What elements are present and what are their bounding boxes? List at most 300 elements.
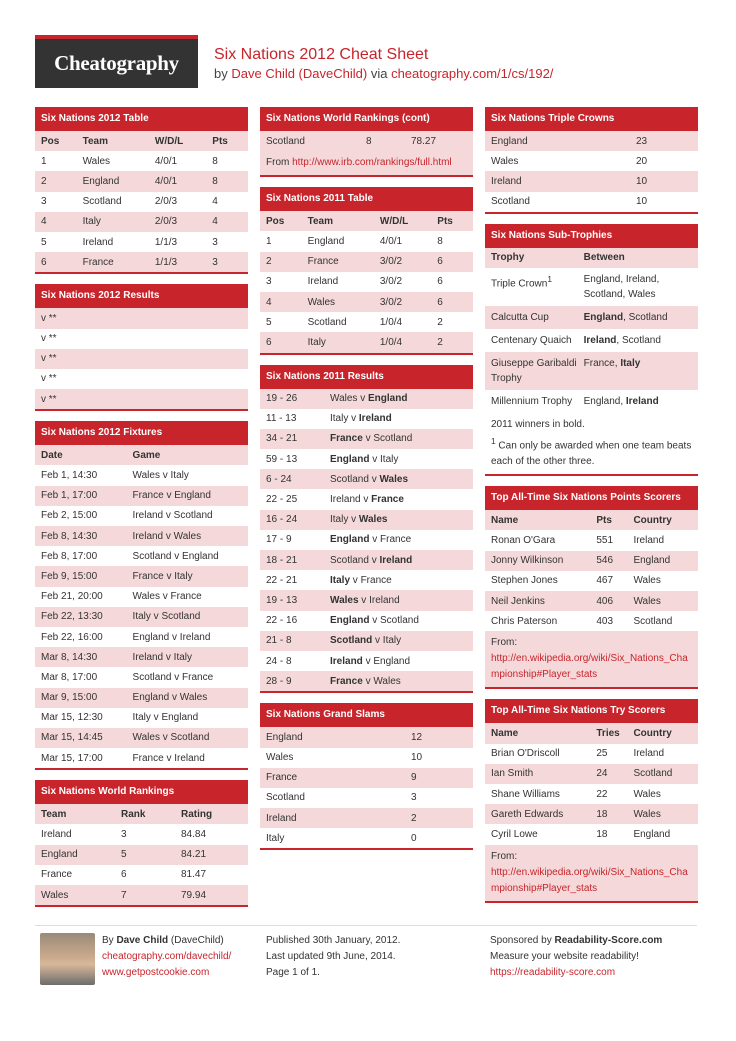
table-row	[35, 566, 248, 586]
table-cell: Ireland	[41, 829, 72, 841]
table-body	[35, 804, 248, 905]
points-scorers-section	[485, 486, 698, 689]
match-cell	[330, 413, 392, 424]
author-profile-link[interactable]: cheatography.com/davechild/	[102, 951, 232, 962]
table-cell: Ronan O'Gara	[491, 535, 556, 547]
away-team: Wales	[373, 675, 401, 687]
table-row	[260, 312, 473, 332]
table-cell: v **	[41, 312, 57, 324]
footnote-marker: 1	[491, 435, 496, 446]
table-cell: Feb 8, 17:00	[41, 550, 98, 562]
table-cell: Scotland	[266, 135, 305, 147]
table-row	[35, 151, 248, 171]
table-row	[485, 306, 698, 329]
versus: v	[362, 675, 374, 687]
table-cell: England	[307, 235, 345, 247]
away-team: Wales	[358, 514, 388, 526]
team-name: , Scotland	[623, 311, 668, 323]
table-cell: 6	[437, 296, 443, 308]
table-row	[35, 389, 248, 409]
table-row	[260, 409, 473, 429]
column-header: Team	[307, 215, 333, 227]
away-team: Scotland	[380, 615, 419, 627]
table-row	[35, 728, 248, 748]
table-cell: France v England	[132, 490, 211, 502]
column-header: Pos	[41, 135, 60, 147]
table-cell: 6	[41, 256, 47, 268]
author-line	[102, 933, 231, 949]
table-cell: Wales v Scotland	[132, 732, 210, 744]
irb-link[interactable]: http://www.irb.com/rankings/full.html	[292, 157, 452, 169]
table-cell: Mar 15, 12:30	[41, 712, 103, 724]
table-cell: 1/0/4	[379, 336, 403, 348]
table-cell: Ireland v Scotland	[132, 510, 213, 522]
table-cell: 1/1/3	[154, 236, 178, 248]
table-cell: 4	[41, 216, 47, 228]
table-row	[35, 546, 248, 566]
table-row	[35, 526, 248, 546]
table-row	[260, 768, 473, 788]
versus: v	[369, 534, 381, 546]
table-cell: 4	[212, 216, 218, 228]
table-header	[485, 248, 698, 268]
section-title: Six Nations 2012 Fixtures	[35, 421, 248, 445]
section-title: Six Nations Grand Slams	[260, 703, 473, 727]
score-cell: 24 - 8	[266, 655, 292, 667]
table-row	[35, 708, 248, 728]
sub-trophies-section	[485, 224, 698, 477]
table-cell: 8	[366, 135, 372, 147]
table-header	[35, 131, 248, 151]
home-team: England	[330, 534, 370, 546]
table-cell: Mar 8, 14:30	[41, 651, 98, 663]
trophy-name: Triple Crown$^1$	[491, 273, 552, 290]
table-cell: Feb 2, 15:00	[41, 510, 98, 522]
table-cell: 2	[41, 175, 47, 187]
footer-dates	[266, 933, 400, 981]
table-cell: Wales	[633, 575, 661, 587]
table-row	[260, 292, 473, 312]
table-cell: Mar 15, 14:45	[41, 732, 103, 744]
away-team: Italy	[382, 635, 402, 647]
trophy-between	[584, 333, 692, 348]
table-body	[485, 131, 698, 212]
author-website-link[interactable]: www.getpostcookie.com	[102, 967, 210, 978]
table-cell: Mar 8, 17:00	[41, 671, 98, 683]
table-cell: France	[266, 772, 298, 784]
table-cell: Scotland	[82, 196, 122, 208]
trophy-between	[584, 394, 692, 409]
table-2012-section	[35, 107, 248, 274]
table-cell: 8	[437, 235, 443, 247]
column-header: Tries	[596, 727, 620, 739]
table-header	[260, 211, 473, 231]
table-cell: Mar 15, 17:00	[41, 752, 103, 764]
table-row	[260, 828, 473, 848]
away-team: Ireland	[369, 594, 400, 606]
footer-sponsor	[490, 933, 662, 981]
away-team: Wales	[379, 473, 409, 485]
table-row	[35, 647, 248, 667]
column-header: Team	[82, 135, 108, 147]
table-cell: 406	[596, 595, 614, 607]
table-row	[260, 252, 473, 272]
try-scorers-section	[485, 699, 698, 902]
table-cell: Feb 1, 14:30	[41, 470, 98, 482]
table-row	[485, 352, 698, 390]
column-2	[260, 107, 473, 860]
table-cell: England	[266, 731, 303, 743]
table-cell: 4/0/1	[154, 155, 178, 167]
table-cell: Feb 9, 15:00	[41, 570, 98, 582]
match-cell	[330, 393, 407, 404]
home-team: Wales	[330, 594, 359, 606]
table-cell: 18	[596, 808, 608, 820]
section-title: Six Nations 2011 Table	[260, 187, 473, 211]
section-title: Six Nations World Rankings (cont)	[260, 107, 473, 131]
note-triple-crown	[491, 433, 692, 470]
table-cell: France v Italy	[132, 570, 193, 582]
table-row	[35, 465, 248, 485]
footer	[35, 925, 697, 995]
table-header	[485, 723, 698, 743]
column-header: Country	[633, 514, 672, 526]
via-label: via	[370, 66, 388, 81]
match-cell	[330, 615, 419, 626]
home-team: Italy	[330, 574, 351, 586]
sponsor-tagline: Measure your website readability!	[490, 951, 639, 962]
table-row	[35, 506, 248, 526]
table-cell: 403	[596, 615, 614, 627]
table-cell: 79.94	[181, 889, 207, 901]
column-header: W/D/L	[154, 135, 184, 147]
table-row	[260, 671, 473, 691]
table-cell: England v Wales	[132, 692, 208, 704]
sponsor-link[interactable]: https://readability-score.com	[490, 967, 616, 978]
table-cell: 3/0/2	[379, 276, 403, 288]
table-cell: England	[491, 135, 528, 147]
match-cell	[330, 676, 401, 687]
team-name: France,	[583, 357, 621, 369]
author-name: Dave Child	[116, 935, 169, 946]
sheet-url-link[interactable]: cheatography.com/1/cs/192/	[391, 66, 554, 81]
page-number: Page 1 of 1.	[266, 967, 320, 978]
column-1	[35, 107, 248, 917]
table-cell: 5	[266, 316, 272, 328]
table-cell: 5	[121, 849, 127, 861]
table-body	[260, 389, 473, 692]
match-cell	[330, 433, 412, 444]
column-header: Pos	[266, 215, 285, 227]
table-cell: Wales	[491, 155, 519, 167]
versus: v	[368, 554, 380, 566]
table-cell: 2	[266, 256, 272, 268]
table-body	[485, 248, 698, 413]
table-cell: 551	[596, 535, 614, 547]
match-cell	[330, 514, 387, 525]
match-cell	[330, 595, 400, 606]
table-cell: 78.27	[411, 135, 437, 147]
table-row	[35, 627, 248, 647]
table-body	[260, 727, 473, 848]
trophy-name: Calcutta Cup	[491, 311, 549, 323]
table-cell: Wales	[633, 595, 661, 607]
table-row	[485, 591, 698, 611]
results-2011-section	[260, 365, 473, 694]
table-cell: 2/0/3	[154, 196, 178, 208]
cheatography-logo[interactable]: Cheatography	[35, 35, 198, 88]
table-row	[260, 748, 473, 768]
away-team: Scotland	[373, 433, 413, 445]
table-cell: Chris Paterson	[491, 615, 558, 627]
table-cell: Scotland v France	[132, 671, 214, 683]
table-cell: 8	[212, 175, 218, 187]
table-row	[485, 764, 698, 784]
score-cell: 6 - 24	[266, 473, 292, 485]
table-row	[35, 748, 248, 768]
table-cell: Italy	[266, 832, 285, 844]
from-label: From	[266, 157, 290, 169]
table-body	[35, 131, 248, 272]
table-cell: Feb 22, 16:00	[41, 631, 103, 643]
team-name: England	[583, 311, 624, 323]
table-row	[260, 570, 473, 590]
versus: v	[350, 574, 361, 586]
column-header: Name	[491, 727, 519, 739]
table-row	[260, 489, 473, 509]
table-cell: 84.84	[181, 829, 207, 841]
score-cell: 19 - 26	[266, 393, 298, 405]
table-row	[35, 845, 248, 865]
column-header: Game	[132, 449, 161, 461]
table-cell: Ireland	[266, 812, 297, 824]
table-cell: Neil Jenkins	[491, 595, 545, 607]
by-label: by	[214, 66, 228, 81]
table-cell: Italy	[82, 216, 101, 228]
versus: v	[368, 473, 380, 485]
table-header	[35, 445, 248, 465]
trophy-between	[584, 310, 692, 325]
table-cell: France	[41, 869, 73, 881]
wikipedia-link[interactable]: http://en.wikipedia.org/wiki/Six_Nations_Championship#Player_stats	[491, 866, 688, 894]
table-cell: Ireland	[633, 748, 665, 760]
byline	[214, 66, 553, 81]
section-title: Six Nations World Rankings	[35, 780, 248, 804]
winners-note	[485, 413, 698, 474]
table-cell: 467	[596, 575, 614, 587]
table-cell: 2/0/3	[154, 216, 178, 228]
home-team: Wales	[330, 393, 358, 405]
table-header	[35, 804, 248, 824]
table-cell: 10	[636, 175, 648, 187]
table-cell: 9	[411, 772, 417, 784]
table-cell: England	[82, 175, 120, 187]
column-header: Name	[491, 514, 519, 526]
column-header: Trophy	[491, 252, 525, 264]
table-cell: 5	[41, 236, 47, 248]
table-cell: England	[633, 828, 671, 840]
table-row	[485, 571, 698, 591]
page-title: Six Nations 2012 Cheat Sheet	[214, 46, 429, 63]
table-row	[485, 804, 698, 824]
score-cell: 18 - 21	[266, 554, 298, 566]
table-row	[260, 389, 473, 409]
section-title: Six Nations 2012 Table	[35, 107, 248, 131]
sponsored-label: Sponsored by	[490, 935, 552, 946]
table-cell: Wales	[307, 296, 336, 308]
table-row	[35, 252, 248, 272]
world-rankings-section	[35, 780, 248, 907]
table-cell: v **	[41, 373, 57, 385]
versus: v	[362, 433, 374, 445]
fixtures-2012-section	[35, 421, 248, 770]
score-cell: 19 - 13	[266, 594, 298, 606]
table-row	[35, 486, 248, 506]
table-cell: Stephen Jones	[491, 575, 558, 587]
author-avatar[interactable]	[40, 933, 95, 985]
table-row	[260, 788, 473, 808]
team-name: England,	[583, 395, 626, 407]
sponsor-line	[490, 933, 662, 949]
table-cell: France	[307, 256, 339, 268]
table-cell: Scotland	[491, 196, 530, 208]
score-cell: 22 - 16	[266, 615, 298, 627]
match-cell	[330, 534, 411, 545]
match-cell	[330, 454, 398, 465]
table-cell: 12	[411, 731, 423, 743]
section-title: Top All-Time Six Nations Points Scorers	[485, 486, 698, 510]
table-row	[485, 530, 698, 550]
versus: v	[362, 655, 374, 667]
column-header: Rating	[181, 808, 213, 820]
from-label: From:	[491, 637, 518, 649]
table-cell: Scotland	[307, 316, 347, 328]
trophy-between	[584, 356, 692, 371]
table-cell: 1/0/4	[379, 316, 403, 328]
table-header	[485, 510, 698, 530]
trophy-between	[584, 272, 692, 302]
table-row	[35, 171, 248, 191]
table-cell: Mar 9, 15:00	[41, 692, 98, 704]
match-cell	[330, 474, 408, 485]
table-cell: Wales	[633, 788, 661, 800]
note-bold-winners: 2011 winners in bold.	[491, 418, 585, 430]
home-team: France	[330, 433, 363, 445]
table-row	[35, 824, 248, 844]
triple-crowns-section	[485, 107, 698, 214]
column-header: Pts	[212, 135, 228, 147]
match-cell	[330, 656, 410, 667]
table-cell: Gareth Edwards	[491, 808, 564, 820]
away-team: France	[360, 574, 392, 586]
score-cell: 59 - 13	[266, 453, 298, 465]
table-row	[260, 808, 473, 828]
footnote-marker: 1	[547, 273, 552, 284]
table-cell: v **	[41, 333, 57, 345]
score-cell: 28 - 9	[266, 675, 292, 687]
table-row	[35, 329, 248, 349]
table-row	[485, 744, 698, 764]
table-cell: 10	[636, 196, 648, 208]
score-cell: 16 - 24	[266, 514, 298, 526]
table-cell: Wales v Italy	[132, 470, 189, 482]
grand-slams-section	[260, 703, 473, 850]
table-cell: 6	[437, 276, 443, 288]
author-link[interactable]: Dave Child (DaveChild)	[231, 66, 368, 81]
updated-date: Last updated 9th June, 2014.	[266, 951, 396, 962]
score-cell: 17 - 9	[266, 534, 292, 546]
column-header: Between	[583, 252, 625, 264]
table-row	[260, 272, 473, 292]
table-cell: Italy v England	[132, 712, 199, 724]
away-team: Italy	[380, 453, 399, 465]
table-cell: Shane Williams	[491, 788, 560, 800]
table-cell: Wales	[41, 889, 69, 901]
table-cell: Feb 22, 13:30	[41, 611, 103, 623]
away-team: England	[367, 393, 408, 405]
trophy-name: Centenary Quaich	[491, 334, 572, 346]
table-cell: 23	[636, 135, 648, 147]
home-team: Scotland	[330, 635, 373, 647]
table-cell: v **	[41, 393, 57, 405]
score-cell: 22 - 25	[266, 494, 298, 506]
table-cell: Scotland	[266, 792, 305, 804]
table-row	[260, 651, 473, 671]
table-cell: Feb 8, 14:30	[41, 530, 98, 542]
table-cell: 6	[437, 256, 443, 268]
table-cell: 2	[411, 812, 417, 824]
table-row	[35, 587, 248, 607]
table-cell: 2	[437, 336, 443, 348]
table-cell: 3/0/2	[379, 256, 403, 268]
score-cell: 22 - 21	[266, 574, 298, 586]
table-cell: 22	[596, 788, 608, 800]
table-row	[35, 212, 248, 232]
table-cell: 4/0/1	[379, 235, 403, 247]
versus: v	[348, 514, 359, 526]
table-cell: 18	[596, 828, 608, 840]
table-cell: 4	[266, 296, 272, 308]
home-team: Italy	[330, 514, 349, 526]
home-team: France	[330, 675, 363, 687]
table-cell: Feb 1, 17:00	[41, 490, 98, 502]
table-cell: 3	[121, 829, 127, 841]
versus: v	[372, 635, 383, 647]
column-header: Team	[41, 808, 67, 820]
table-row	[260, 510, 473, 530]
wikipedia-link[interactable]: http://en.wikipedia.org/wiki/Six_Nations_Championship#Player_stats	[491, 653, 688, 681]
sponsor-name: Readability-Score.com	[554, 935, 663, 946]
column-header: Pts	[437, 215, 453, 227]
table-row	[260, 449, 473, 469]
table-row	[485, 131, 698, 151]
table-row	[485, 784, 698, 804]
table-cell: 8	[212, 155, 218, 167]
section-title: Six Nations Triple Crowns	[485, 107, 698, 131]
home-team: Ireland	[330, 494, 361, 506]
table-body	[260, 211, 473, 352]
table-row	[35, 232, 248, 252]
table-cell: Scotland	[633, 768, 673, 780]
table-cell: 1	[41, 155, 47, 167]
section-title: Six Nations 2012 Results	[35, 284, 248, 308]
home-team: Scotland	[330, 473, 369, 485]
table-cell: 1/1/3	[154, 256, 178, 268]
table-row	[485, 192, 698, 212]
table-cell: 546	[596, 555, 614, 567]
home-team: Scotland	[330, 554, 369, 566]
table-cell: Ian Smith	[491, 768, 534, 780]
